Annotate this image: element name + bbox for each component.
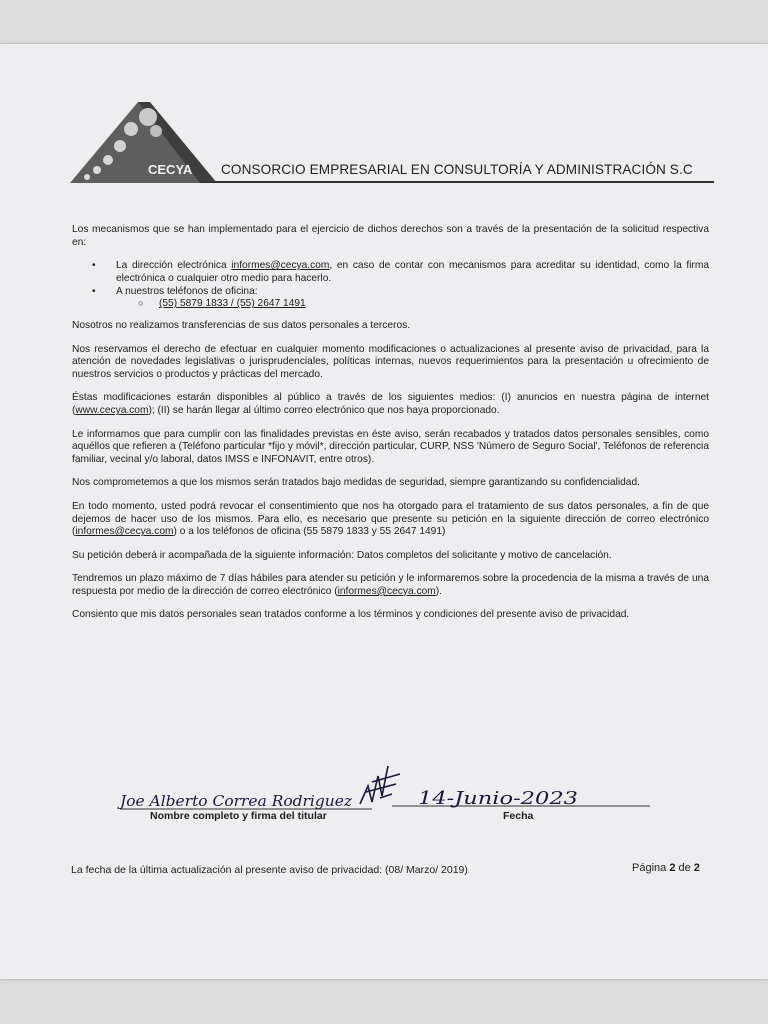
handwritten-date: 14-Junio-2023 <box>418 788 578 809</box>
email-link[interactable]: informes@cecya.com <box>75 526 174 538</box>
paragraph: Nos comprometemos a que los mismos serán tratados bajo medidas de seguridad, siempre garantizando su confidencialidad. <box>72 477 640 489</box>
list-subitem <box>72 298 709 311</box>
logo-text: CECYA <box>148 162 193 177</box>
notice-body <box>72 224 709 632</box>
signature-date-label: Fecha <box>503 810 534 822</box>
list-item: • A nuestros teléfonos de oficina: <box>92 285 258 297</box>
circle-bullet-icon: ○ <box>138 298 144 309</box>
paragraph: Éstas modificaciones estarán disponibles al público a través de los siguientes medios: (I) anuncios en nuestra página de internet (www.cecya.com); (II) se harán llegar al último correo electrónico que nos haya proporcionado. <box>72 392 709 417</box>
company-name: CONSORCIO EMPRESARIAL EN CONSULTORÍA Y ADMINISTRACIÓN S.C <box>221 162 693 177</box>
last-update-note: La fecha de la última actualización al presente aviso de privacidad: (08/ Marzo/ 2019) <box>71 864 468 876</box>
bullet-icon: • <box>92 285 96 297</box>
list-item: • La dirección electrónica informes@cecya.com, en caso de contar con mecanismos para acreditar su identidad, como la firma electrónica o cualquier otro medio para hacerlo. <box>92 260 710 284</box>
signature-scribble <box>360 766 400 804</box>
paragraph: Nosotros no realizamos transferencias de sus datos personales a terceros. <box>72 320 411 332</box>
signature-area <box>110 754 670 824</box>
signature-name-label: Nombre completo y firma del titular <box>150 810 327 822</box>
email-link[interactable]: informes@cecya.com <box>337 585 436 597</box>
phone-numbers: (55) 5879 1833 / (55) 2647 1491 <box>159 298 306 310</box>
paragraph: Tendremos un plazo máximo de 7 días hábiles para atender su petición y le informaremos sobre la procedencia de la misma a través de una respuesta por medio de la dirección de correo electrónico (informes@cecya.com). <box>72 572 709 597</box>
paragraph: Su petición deberá ir acompañada de la siguiente información: Datos completos del solicitante y motivo de cancelación. <box>72 549 612 561</box>
handwriting <box>110 754 670 814</box>
cecya-logo <box>70 102 220 184</box>
paragraph: Consiento que mis datos personales sean tratados conforme a los términos y condiciones del presente aviso de privacidad. <box>72 609 630 621</box>
paragraph: Nos reservamos el derecho de efectuar en cualquier momento modificaciones o actualizaciones al presente aviso de privacidad, para la atención de novedades legislativas o jurisprudenciales, políticas internas, nuevos requerimientos para la presentación u ofrecimiento de nuestros servicios o productos y prácticas del mercado. <box>72 343 709 381</box>
contact-list <box>72 260 709 311</box>
page-number: Página 2 de 2 <box>632 862 700 874</box>
bullet-icon: • <box>92 260 96 272</box>
header-rule <box>200 181 714 183</box>
paragraph: Le informamos que para cumplir con las finalidades previstas en éste aviso, serán recabados y tratados datos personales sensibles, como aquéllos que refieren a (Teléfono particular *fijo y móvil*, dirección particular, CURP, NSS 'Número de Seguro Social', Teléfonos de referencia familiar, vecinal y/o laboral, datos IMSS e INFONAVIT, entre otros). <box>72 428 709 466</box>
document-page <box>0 44 768 979</box>
paragraph: En todo momento, usted podrá revocar el consentimiento que nos ha otorgado para el tratamiento de sus datos personales, a fin de que dejemos de hacer uso de los mismos. Para ello, es necesario que presente su petición en la siguiente dirección de correo electrónico (informes@cecya.com) o a los teléfonos de oficina (55 5879 1833 y 55 2647 1491) <box>72 500 709 538</box>
handwritten-name: Joe Alberto Correa Rodriguez <box>116 792 353 810</box>
email-link[interactable]: informes@cecya.com <box>231 260 330 272</box>
paragraph: Los mecanismos que se han implementado para el ejercicio de dichos derechos son a través de la presentación de la solicitud respectiva en: <box>72 224 709 248</box>
website-link[interactable]: www.cecya.com <box>75 405 149 417</box>
